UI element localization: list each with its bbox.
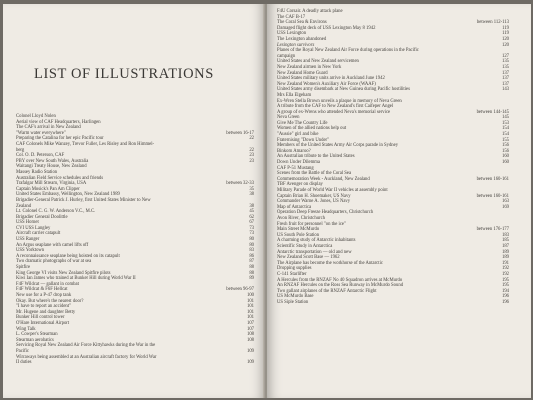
entry-caption: Neva Green xyxy=(277,115,300,121)
entry-page-number: 62 xyxy=(249,214,254,220)
entry-page-number: 35 xyxy=(249,186,254,192)
entry-page-number: 73 xyxy=(249,225,254,231)
entry-caption: Planes of the Royal New Zealand Air Force during operations in the Pacific xyxy=(277,48,419,54)
entry-caption: The CAF B-17 xyxy=(277,14,306,20)
entry-page-number: between 176-177 xyxy=(476,227,509,233)
entry-page-number: 156 xyxy=(501,143,509,149)
entry-caption: The CAF's arrival in New Zealand xyxy=(16,125,81,131)
entry-caption: Trafalgar Mill Stream, Virginia, USA xyxy=(16,181,87,187)
entry-caption: Women of the allied nations help out xyxy=(277,126,347,132)
illustration-entry xyxy=(277,300,509,306)
entry-page-number: 109 xyxy=(246,348,254,354)
entry-page-number: 137 xyxy=(501,70,509,76)
entry-page-number: 196 xyxy=(501,294,509,300)
entry-caption: Damaged flight deck of USS Lexington May 8 1942 xyxy=(277,25,376,31)
entry-caption: Members of the United States Army Air Corps parade in Sydney xyxy=(277,143,399,149)
entry-page-number: 169 xyxy=(501,204,509,210)
entry-page-number: 119 xyxy=(502,25,509,31)
entry-caption: Mr. Hugene and daughter Betty xyxy=(16,309,76,315)
entry-caption: O'Hare International Airport xyxy=(16,320,70,326)
entry-caption: A group of ex-Wrens who attended Neva's memorial service xyxy=(277,109,391,115)
entry-page-number: 119 xyxy=(502,31,509,37)
entry-caption: An Argus seaplane with camel lifts off xyxy=(16,242,89,248)
entry-caption: US Siple Station xyxy=(277,299,309,305)
entry-page-number: 80 xyxy=(249,242,254,248)
left-illustration-list xyxy=(16,114,254,366)
entry-caption: USS Ranger xyxy=(16,237,40,243)
entry-page-number: 163 xyxy=(501,199,509,205)
entry-caption: Colonel Lloyd Nolen xyxy=(16,114,56,119)
entry-caption: Two gallant airplanes of the RNZAF Antarctic Flight xyxy=(277,288,377,294)
entry-page-number: 135 xyxy=(501,59,509,65)
entry-page-number: 187 xyxy=(501,243,509,249)
entry-page-number: 107 xyxy=(246,326,254,332)
entry-caption: F4F Wildcat — gallant in combat xyxy=(16,281,79,287)
entry-page-number: 145 xyxy=(501,115,509,121)
entry-caption: Ex-Wren Stella Brown unveils a plaque in memory of Neva Green xyxy=(277,98,402,104)
entry-page-number: 160 xyxy=(501,160,509,166)
left-page xyxy=(3,4,265,398)
entry-page-number: 88 xyxy=(249,270,254,276)
entry-caption: TBF Avenger on display xyxy=(277,182,323,188)
entry-page-number: 22 xyxy=(249,147,254,153)
entry-caption: Commemoration Week - Auckland, New Zealand xyxy=(277,176,370,182)
entry-caption: "Warm water everywhere" xyxy=(16,130,66,136)
entry-caption: Australian Field Service schedules and friends xyxy=(16,175,104,181)
entry-page-number: 87 xyxy=(249,259,254,265)
entry-page-number: between 160-161 xyxy=(476,193,509,199)
entry-caption: Scenes from the Battle of the Coral Sea xyxy=(277,171,352,177)
entry-caption: USS Lexington xyxy=(277,31,307,37)
entry-caption: Captain Brian H. Shoemaker, US Navy xyxy=(277,193,351,199)
entry-page-number: 108 xyxy=(246,337,254,343)
right-page xyxy=(267,4,531,398)
entry-page-number: 196 xyxy=(501,299,509,305)
entry-caption: Wirraways being assembled at an Australian aircraft factory for World War xyxy=(16,354,157,360)
entry-caption: United States military units arrive in Auckland June 1942 xyxy=(277,76,385,82)
entry-caption: Operation Deep Freeze Headquarters, Christchurch xyxy=(277,210,374,216)
illustration-entry xyxy=(16,360,254,366)
entry-page-number: between 32-33 xyxy=(226,181,254,187)
entry-caption: C-141 Starlifter xyxy=(277,271,307,277)
entry-page-number: 101 xyxy=(246,315,254,321)
entry-page-number: 73 xyxy=(249,231,254,237)
entry-page-number: 160 xyxy=(501,154,509,160)
entry-caption: New Zealand Home Guard xyxy=(277,70,328,76)
entry-caption: PBY over New South Wales, Australia xyxy=(16,158,89,164)
entry-page-number: 143 xyxy=(501,87,509,93)
entry-page-number: 109 xyxy=(246,360,254,366)
entry-page-number: 89 xyxy=(249,276,254,282)
entry-caption: Aircraft carrier catapult xyxy=(16,231,61,237)
entry-page-number: 120 xyxy=(501,36,509,42)
entry-page-number: 107 xyxy=(246,320,254,326)
entry-caption: US South Pole Station xyxy=(277,232,320,238)
entry-page-number: 38 xyxy=(249,192,254,198)
entry-caption: Antarctic transportation — old and new xyxy=(277,249,352,255)
entry-caption: The Airplane has become the workhorse of the Antarctic xyxy=(277,260,383,266)
entry-caption: II duties xyxy=(16,360,32,366)
entry-caption: campaign xyxy=(277,53,296,59)
entry-caption: Preparing the Catalina for her epic Pacific tour xyxy=(16,136,104,142)
entry-caption: "Aussie" girl and bike xyxy=(277,132,319,138)
entry-caption: Aerial view of CAF Headquarters, Harlingen xyxy=(16,119,101,125)
entry-caption: L. Cowper's Stearman xyxy=(16,332,58,338)
entry-caption: A charming study of Antarctic inhabitants xyxy=(277,238,356,244)
entry-caption: Give Me The Country Life xyxy=(277,120,328,126)
entry-caption: A reconnaissance seaplane being hoisted on its catapult xyxy=(16,253,120,259)
entry-caption: Waitangi Treaty House, New Zealand xyxy=(16,164,87,170)
entry-page-number: 101 xyxy=(246,309,254,315)
entry-caption: A Hercules from the RNZAF No 40 Squadron arrives at McMurdo xyxy=(277,277,403,283)
entry-caption: Binkorn Amaroo? xyxy=(277,148,311,154)
entry-page-number: 153 xyxy=(501,120,509,126)
entry-page-number: 135 xyxy=(501,64,509,70)
entry-page-number: 155 xyxy=(501,137,509,143)
entry-page-number: 120 xyxy=(501,42,509,48)
entry-page-number: 23 xyxy=(249,153,254,159)
entry-page-number: 23 xyxy=(249,158,254,164)
entry-caption: Captain Mosick's Pan Am Clipper xyxy=(16,186,80,192)
entry-caption: Brigadier-General Patrick J. Hurley, first United States Minister to New xyxy=(16,197,151,203)
entry-page-number: 88 xyxy=(249,265,254,271)
entry-caption: "I have to report an accident" xyxy=(16,304,71,310)
entry-caption: United States and New Zealand servicemen xyxy=(277,59,359,65)
entry-caption: Map of Antarctica xyxy=(277,204,312,210)
entry-caption: Military Parade of World War II vehicles at assembly point xyxy=(277,188,388,193)
entry-page-number: 38 xyxy=(249,203,254,209)
entry-page-number: 192 xyxy=(501,271,509,277)
entry-caption: An RNZAF Hercules on the Ross Sea Runway in McMurdo Sound xyxy=(277,283,404,289)
entry-page-number: 101 xyxy=(246,298,254,304)
entry-page-number: 156 xyxy=(501,148,509,154)
entry-caption: United States army disembark at New Guinea during Pacific hostilities xyxy=(277,87,410,93)
entry-caption: King George VI visits New Zealand Spitfire pilots xyxy=(16,270,111,276)
entry-caption: Bunker Hill control tower xyxy=(16,315,65,321)
right-illustration-list xyxy=(277,9,509,305)
entry-page-number: between 96-97 xyxy=(226,287,254,293)
entry-page-number: 86 xyxy=(249,253,254,259)
entry-caption: Servicing Royal New Zealand Air Force Kittyhawks during the War in the xyxy=(16,343,156,349)
entry-caption: New use for a P-47 drop tank xyxy=(16,293,72,298)
entry-caption: US McMurdo Base xyxy=(277,294,314,300)
entry-caption: The Lexington abandoned xyxy=(277,36,327,42)
entry-page-number: 191 xyxy=(501,260,509,266)
entry-caption: Fresh fruit for personnel "on the ice" xyxy=(277,221,346,227)
entry-caption: Dropping supplies xyxy=(277,266,312,272)
entry-caption: Two dramatic photographs of war at sea xyxy=(16,259,92,265)
entry-caption: Wing Talk xyxy=(16,326,36,332)
page-title: LIST OF ILLUSTRATIONS xyxy=(34,66,214,82)
entry-page-number: 189 xyxy=(501,255,509,261)
entry-caption: USS Yorktown xyxy=(16,248,45,254)
entry-page-number: between 160-161 xyxy=(476,176,509,182)
entry-page-number: 83 xyxy=(249,248,254,254)
entry-page-number: 80 xyxy=(249,237,254,243)
entry-caption: Commander Warne A. Jones, US Navy xyxy=(277,199,351,205)
entry-page-number: 185 xyxy=(501,238,509,244)
entry-caption: Lexington survivors xyxy=(277,42,315,48)
entry-page-number: 67 xyxy=(249,220,254,226)
entry-page-number: 100 xyxy=(246,293,254,298)
entry-caption: A tribute from the CAF to New Zealand's first Caifeper Angel xyxy=(277,104,394,110)
entry-page-number: 189 xyxy=(501,249,509,255)
entry-caption: New Zealand airmen in New York xyxy=(277,64,342,70)
entry-caption: berg xyxy=(16,147,25,153)
entry-caption: United States Embassy, Wellington, New Zealand 1989 xyxy=(16,192,120,198)
entry-caption: Okay. But where's the nearest door? xyxy=(16,298,84,304)
entry-page-number: 22 xyxy=(249,136,254,142)
entry-page-number: 194 xyxy=(501,288,509,294)
entry-page-number: 154 xyxy=(501,126,509,132)
entry-page-number: 101 xyxy=(246,304,254,310)
entry-caption: CAF P-51 Mustang xyxy=(277,165,314,171)
entry-page-number: 127 xyxy=(501,53,509,59)
entry-caption: Pacific xyxy=(16,348,30,354)
entry-page-number: between 112-113 xyxy=(476,20,509,26)
entry-page-number: 137 xyxy=(501,81,509,87)
entry-page-number: 195 xyxy=(501,277,509,283)
entry-caption: Spitfire xyxy=(16,265,31,271)
entry-caption: Zealand xyxy=(16,203,32,209)
entry-caption: Scientific Study in Antarctica xyxy=(277,243,333,249)
entry-caption: Brigadier General Doolittle xyxy=(16,214,68,220)
entry-caption: USS Hornet xyxy=(16,220,39,226)
entry-caption: Fraternising "Down Under" xyxy=(277,137,329,143)
entry-page-number: 154 xyxy=(501,132,509,138)
entry-caption: Down Under Dilemma xyxy=(277,160,320,166)
entry-page-number: 137 xyxy=(501,76,509,82)
entry-caption: New Zealand Scott Base — 1962 xyxy=(277,255,340,261)
entry-caption: Avon River, Christchurch xyxy=(277,215,326,221)
entry-caption: Mrs Ella Elgeham xyxy=(277,92,312,98)
entry-caption: Kiwi Ian James who trained at Bunker Hill during World War II xyxy=(16,276,136,282)
entry-caption: F4U Corsair. A deadly attack plane xyxy=(277,9,343,14)
entry-page-number: 45 xyxy=(249,209,254,215)
entry-page-number: between 144-145 xyxy=(476,109,509,115)
entry-page-number: 195 xyxy=(501,283,509,289)
entry-caption: CVI USS Langley xyxy=(16,225,51,231)
entry-page-number: 183 xyxy=(501,232,509,238)
entry-caption: Col. O. D. Peterson, CAF xyxy=(16,153,65,159)
entry-page-number: 192 xyxy=(501,266,509,272)
entry-caption: Stearman aerobatics xyxy=(16,337,54,343)
entry-caption: New Zealand Women's Auxiliary Air Force (WAAF) xyxy=(277,81,376,87)
entry-caption: Massey Radio Station xyxy=(16,169,58,175)
entry-caption: The Coral Sea & Environs xyxy=(277,20,327,26)
entry-caption: Lt. Colonel C. G. W. Anderson V.C., M.C. xyxy=(16,209,96,215)
entry-caption: Main Street McMurdo xyxy=(277,227,320,233)
entry-caption: An Australian tribute to the United States xyxy=(277,154,355,160)
entry-page-number: 108 xyxy=(246,332,254,338)
entry-caption: F4F Wildcat & F6F Hellcat xyxy=(16,287,68,293)
entry-page-number: between 16-17 xyxy=(226,130,254,136)
entry-caption: CAF Colonels Mike Wanzey, Trevor Fuller, Les Risley and Ron Himmel- xyxy=(16,141,155,147)
